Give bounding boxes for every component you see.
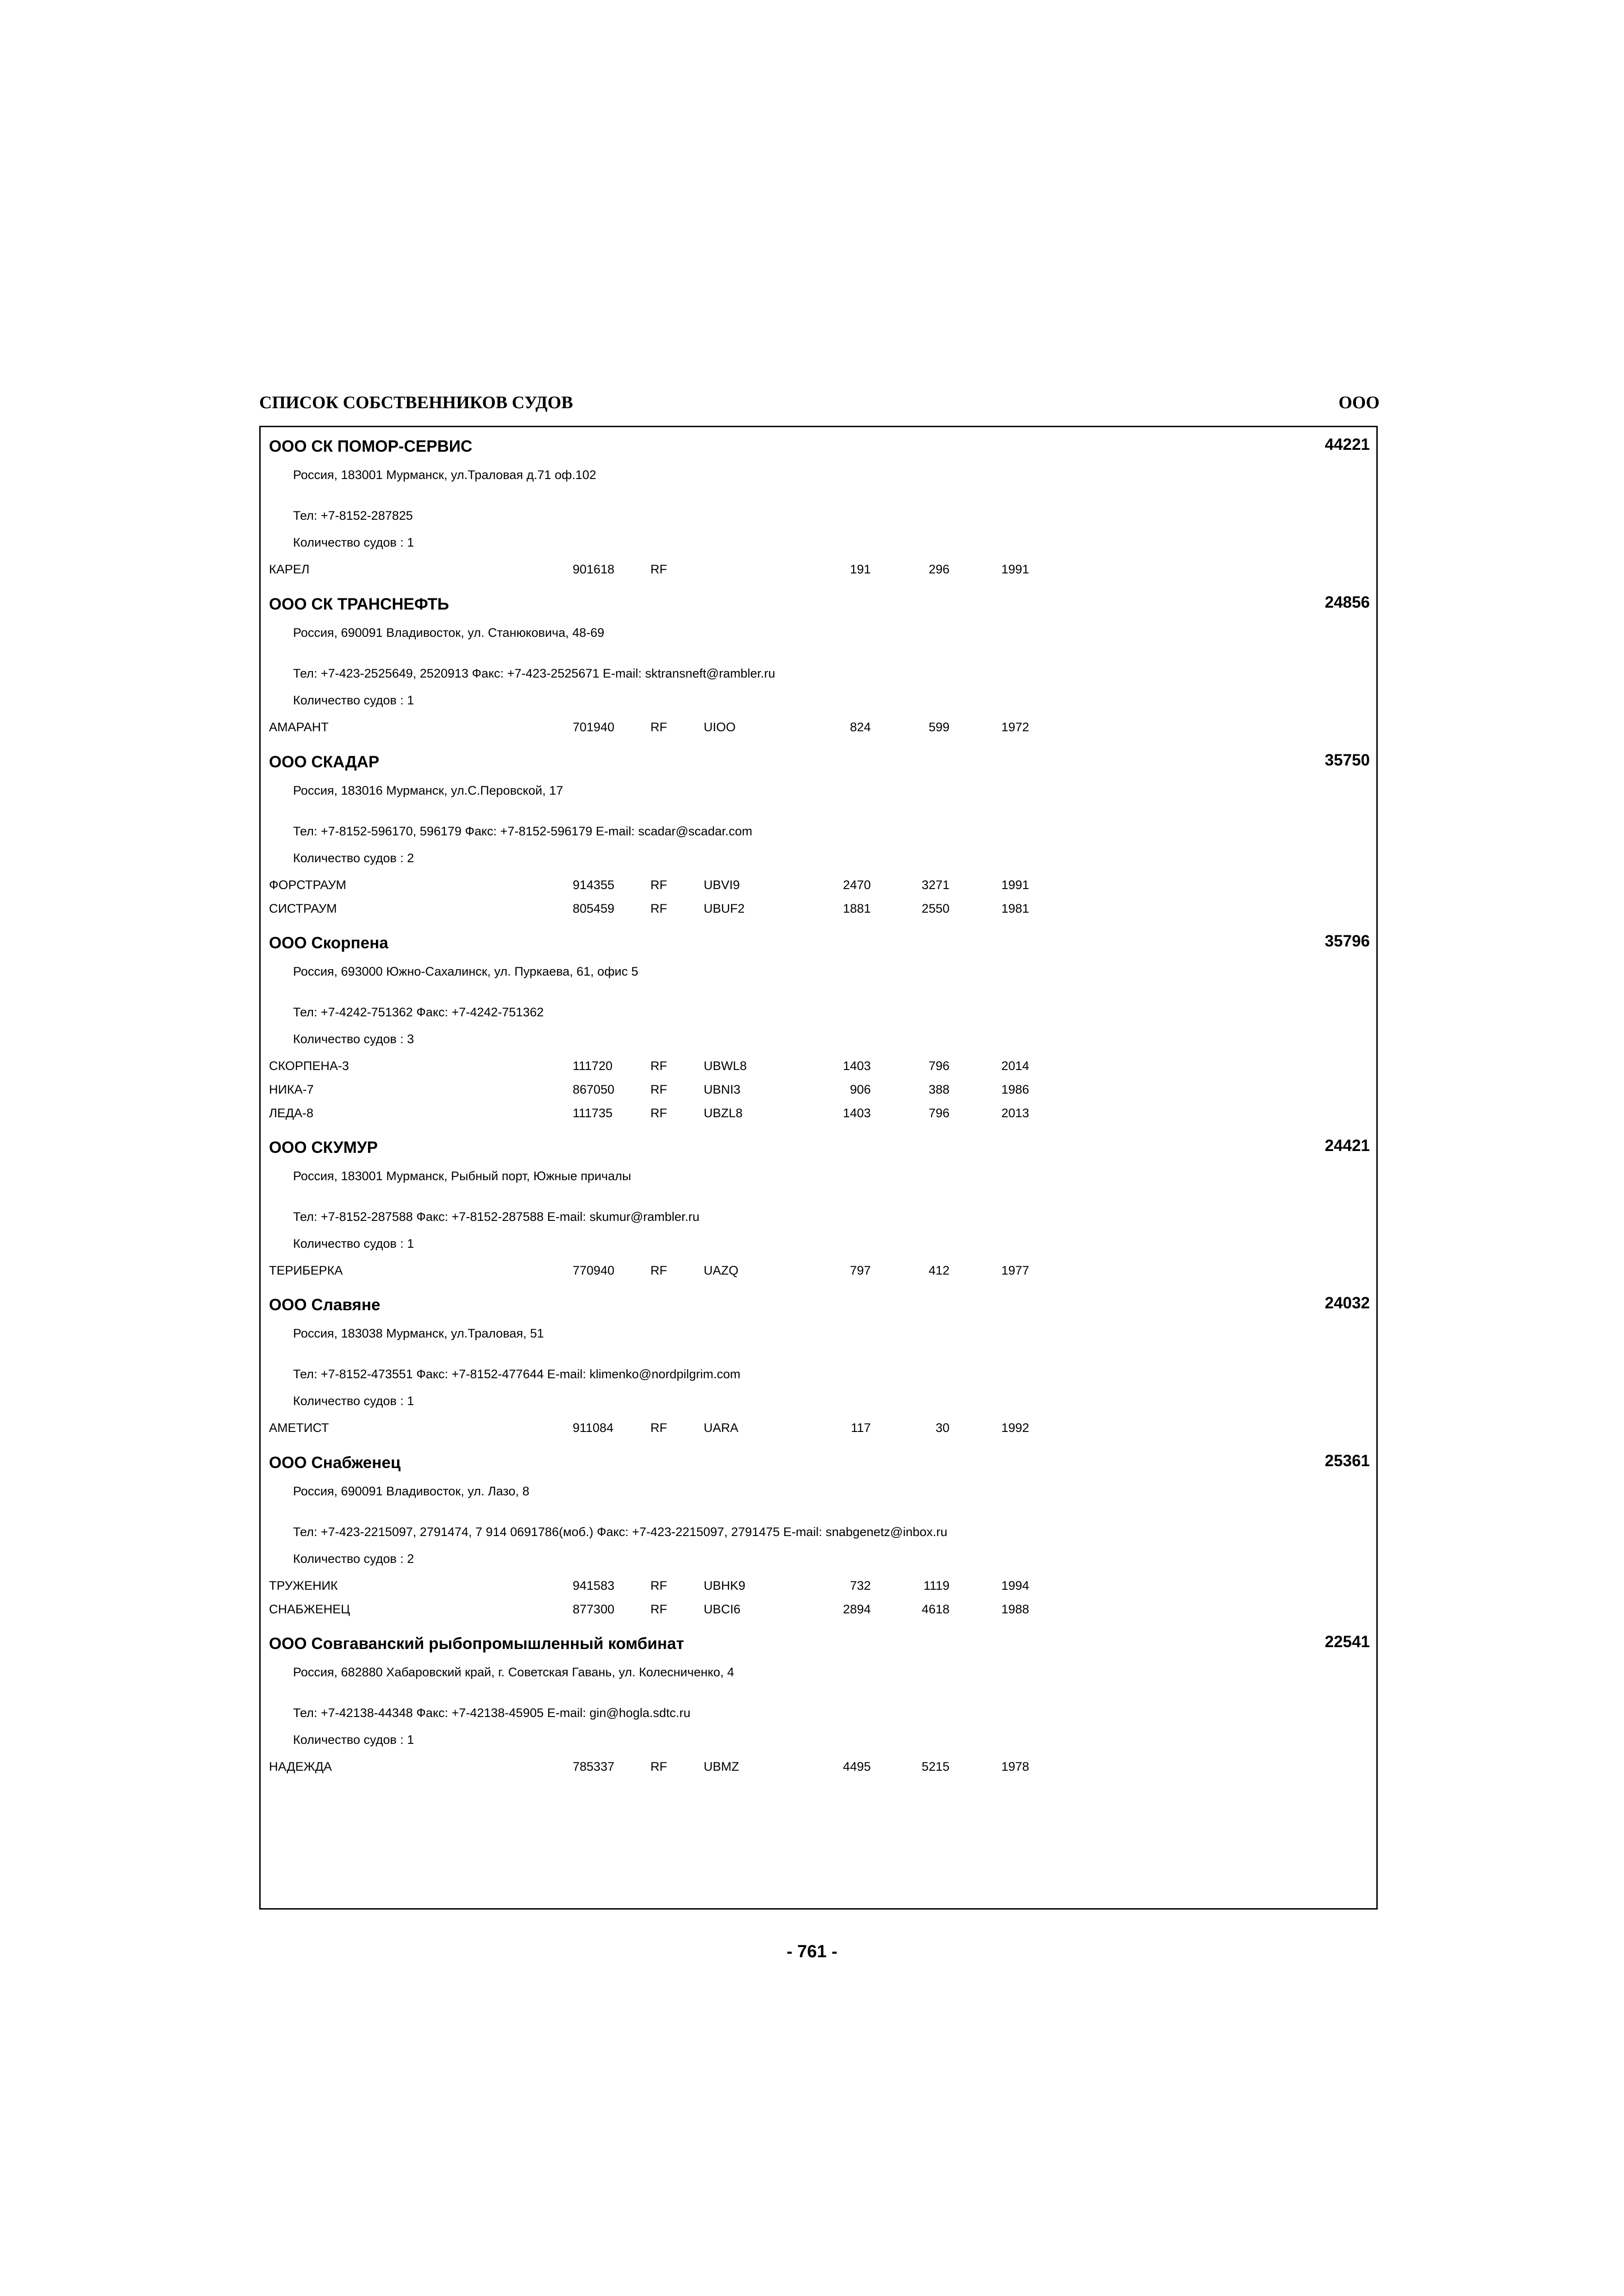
owner-name: ООО СК ТРАНСНЕФТЬ [269,595,449,613]
ship-gross-tonnage: 191 [849,562,871,576]
ship-number: 770940 [573,1263,615,1277]
ship-name: ТРУЖЕНИК [269,1579,338,1593]
ship-flag: RF [650,1602,667,1616]
ship-callsign: UBNI3 [704,1083,741,1096]
ship-row [261,1059,1376,1077]
owner-code: 35750 [1324,751,1370,769]
ship-row [261,1421,1376,1439]
owner-address: Россия, 690091 Владивосток, ул. Лазо, 8 [293,1484,530,1498]
owner-address: Россия, 183016 Мурманск, ул.С.Перовской, 17 [293,784,563,797]
ship-gross-tonnage: 4495 [843,1760,871,1773]
ship-row [261,902,1376,920]
page-number: - 761 - [787,1942,837,1961]
ship-row [261,1760,1376,1778]
ship-callsign: UBWL8 [704,1059,747,1073]
ship-flag: RF [650,1421,667,1435]
owner-address: Россия, 682880 Хабаровский край, г. Советская Гавань, ул. Колесниченко, 4 [293,1665,734,1679]
ship-number: 911084 [573,1421,614,1435]
ship-gross-tonnage: 797 [849,1263,871,1277]
ship-flag: RF [650,1083,667,1096]
ship-row [261,1106,1376,1125]
ship-name: КАРЕЛ [269,562,310,576]
ship-year: 1981 [1001,902,1030,915]
owner-address: Россия, 183038 Мурманск, ул.Траловая, 51 [293,1326,544,1340]
ship-gross-tonnage: 1403 [843,1059,871,1073]
ship-flag: RF [650,1263,667,1277]
ship-flag: RF [650,878,667,892]
owner-contacts: Тел: +7-4242-751362 Факс: +7-4242-751362 [293,1005,544,1019]
ship-callsign: UARA [704,1421,739,1435]
owner-name: ООО СКАДАР [269,753,380,771]
ship-count: Количество судов : 3 [293,1032,414,1046]
ship-gross-tonnage: 2470 [843,878,871,892]
ship-gross-tonnage: 117 [850,1421,871,1435]
ship-year: 1992 [1001,1421,1030,1435]
ship-callsign: UBZL8 [704,1106,743,1120]
ship-row [261,1263,1376,1282]
ship-row [261,1602,1376,1621]
ship-count: Количество судов : 2 [293,1552,414,1566]
list-title: СПИСОК СОБСТВЕННИКОВ СУДОВ [259,393,573,412]
ship-count: Количество судов : 2 [293,851,414,865]
ship-deadweight: 30 [935,1421,949,1435]
ship-name: НАДЕЖДА [269,1760,332,1773]
ship-year: 1978 [1001,1760,1030,1773]
owners-list-frame [259,426,1378,1910]
ship-deadweight: 388 [928,1083,949,1096]
ship-deadweight: 1119 [923,1579,949,1593]
ship-number: 111735 [573,1106,613,1120]
ship-flag: RF [650,1059,667,1073]
ship-number: 701940 [573,720,615,734]
ship-gross-tonnage: 824 [849,720,871,734]
ship-number: 805459 [573,902,615,915]
ship-deadweight: 296 [928,562,949,576]
owner-code: 25361 [1324,1452,1370,1470]
ship-flag: RF [650,720,667,734]
ship-row [261,720,1376,739]
ship-year: 2013 [1001,1106,1030,1120]
ship-deadweight: 796 [928,1059,949,1073]
owner-code: 35796 [1324,932,1370,950]
ship-callsign: UIOO [704,720,736,734]
owner-code: 24421 [1324,1137,1370,1155]
owner-name: ООО СК ПОМОР-СЕРВИС [269,437,473,455]
owner-address: Россия, 183001 Мурманск, ул.Траловая д.71 оф.102 [293,468,596,482]
owner-contacts: Тел: +7-8152-596170, 596179 Факс: +7-8152-596179 E-mail: scadar@scadar.com [293,824,752,838]
ship-number: 941583 [573,1579,615,1593]
ship-deadweight: 4618 [921,1602,949,1616]
ship-number: 867050 [573,1083,615,1096]
ship-row [261,1579,1376,1597]
ship-name: СИСТРАУМ [269,902,337,915]
ship-callsign: UBMZ [704,1760,739,1773]
ship-count: Количество судов : 1 [293,1733,414,1747]
ship-name: ФОРСТРАУМ [269,878,346,892]
owner-code: 24856 [1324,593,1370,611]
owner-address: Россия, 693000 Южно-Сахалинск, ул. Пуркаева, 61, офис 5 [293,964,638,978]
ship-name: ЛЕДА-8 [269,1106,314,1120]
ship-deadweight: 412 [928,1263,949,1277]
ship-name: НИКА-7 [269,1083,314,1096]
owner-name: ООО Славяне [269,1296,381,1314]
owner-address: Россия, 690091 Владивосток, ул. Станюковича, 48-69 [293,626,605,640]
ship-year: 1988 [1001,1602,1030,1616]
ship-year: 2014 [1001,1059,1030,1073]
ship-name: ТЕРИБЕРКА [269,1263,343,1277]
owner-code: 24032 [1324,1294,1370,1312]
ship-flag: RF [650,1760,667,1773]
ship-callsign: UBVI9 [704,878,740,892]
owner-contacts: Тел: +7-423-2215097, 2791474, 7 914 0691786(моб.) Факс: +7-423-2215097, 2791475 E-mail: snabgenetz@inbox.ru [293,1525,948,1539]
owner-contacts: Тел: +7-42138-44348 Факс: +7-42138-45905 E-mail: gin@hogla.sdtc.ru [293,1706,691,1720]
ship-number: 785337 [573,1760,615,1773]
ship-name: АМЕТИСТ [269,1421,329,1435]
ship-flag: RF [650,1579,667,1593]
ship-gross-tonnage: 2894 [843,1602,871,1616]
ship-year: 1986 [1001,1083,1030,1096]
owner-contacts: Тел: +7-8152-287588 Факс: +7-8152-287588 E-mail: skumur@rambler.ru [293,1210,700,1224]
ship-row [261,1083,1376,1101]
owner-code: 44221 [1324,436,1370,454]
ship-deadweight: 3271 [921,878,949,892]
ship-name: СНАБЖЕНЕЦ [269,1602,350,1616]
owner-name: ООО Совгаванский рыбопромышленный комбинат [269,1635,684,1653]
ship-callsign: UBHK9 [704,1579,746,1593]
ship-gross-tonnage: 732 [849,1579,871,1593]
ship-deadweight: 5215 [921,1760,949,1773]
ship-year: 1972 [1001,720,1030,734]
ship-flag: RF [650,902,667,915]
ship-number: 901618 [573,562,615,576]
ship-row [261,562,1376,581]
ship-deadweight: 2550 [921,902,949,915]
owner-address: Россия, 183001 Мурманск, Рыбный порт, Южные причалы [293,1169,631,1183]
section-label: ООО [1338,393,1380,412]
ship-callsign: UBCI6 [704,1602,741,1616]
ship-deadweight: 599 [928,720,949,734]
ship-deadweight: 796 [928,1106,949,1120]
ship-gross-tonnage: 1403 [843,1106,871,1120]
ship-flag: RF [650,562,667,576]
owner-name: ООО Скорпена [269,934,388,952]
owner-contacts: Тел: +7-8152-287825 [293,509,413,523]
ship-number: 111720 [573,1059,613,1073]
ship-number: 914355 [573,878,615,892]
ship-year: 1991 [1001,878,1030,892]
owner-name: ООО СКУМУР [269,1139,378,1157]
owner-code: 22541 [1324,1633,1370,1651]
ship-callsign: UBUF2 [704,902,745,915]
ship-year: 1977 [1001,1263,1030,1277]
ship-row [261,878,1376,896]
ship-name: АМАРАНТ [269,720,329,734]
owner-name: ООО Снабженец [269,1454,401,1472]
ship-flag: RF [650,1106,667,1120]
ship-count: Количество судов : 1 [293,1237,414,1251]
ship-number: 877300 [573,1602,615,1616]
ship-gross-tonnage: 1881 [843,902,871,915]
ship-year: 1994 [1001,1579,1030,1593]
ship-name: СКОРПЕНА-3 [269,1059,349,1073]
ship-count: Количество судов : 1 [293,693,414,707]
ship-count: Количество судов : 1 [293,1394,414,1408]
owner-contacts: Тел: +7-423-2525649, 2520913 Факс: +7-423-2525671 E-mail: sktransneft@rambler.ru [293,666,775,680]
page-header [259,392,1380,420]
ship-count: Количество судов : 1 [293,535,414,549]
ship-year: 1991 [1001,562,1030,576]
ship-callsign: UAZQ [704,1263,739,1277]
owner-contacts: Тел: +7-8152-473551 Факс: +7-8152-477644 E-mail: klimenko@nordpilgrim.com [293,1367,741,1381]
ship-gross-tonnage: 906 [849,1083,871,1096]
